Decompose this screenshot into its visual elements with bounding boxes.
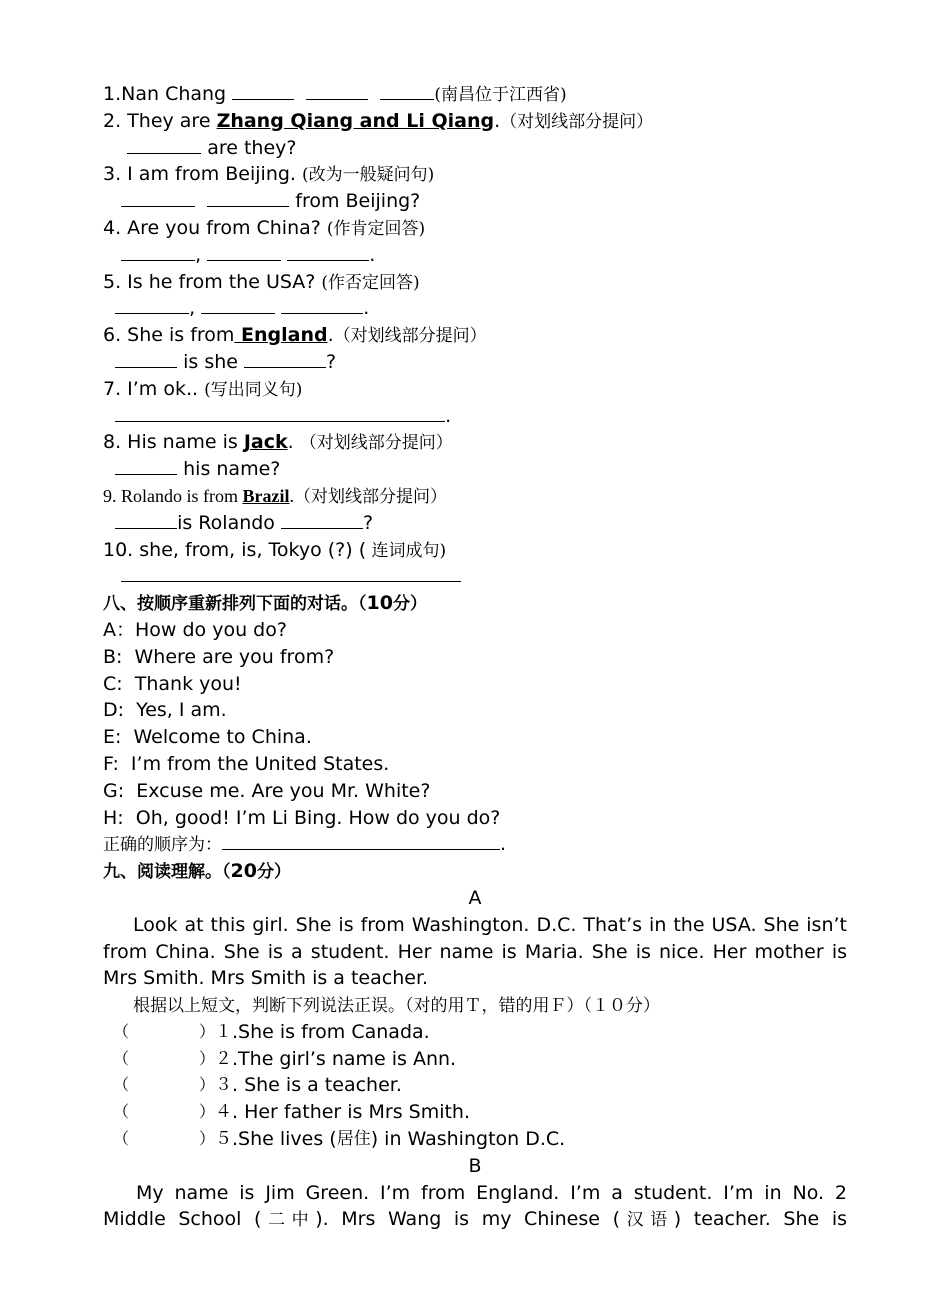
exercise-text: . (287, 431, 300, 454)
exercise-10 (103, 537, 847, 564)
exercise-text: 6. She is from (103, 324, 235, 347)
exercise-note: （对划线部分提问） (299, 433, 453, 454)
paren-close: ） (198, 1021, 215, 1041)
passage-text: ). Mrs Wang is my Chinese ( (315, 1208, 620, 1231)
exercise-text: 9. Rolando is from (103, 485, 243, 506)
answer-blank[interactable] (207, 190, 289, 207)
passage-gloss: 二中 (261, 1210, 316, 1231)
answer-blank[interactable] (121, 190, 195, 207)
item-text: .She is from Canada. (232, 1020, 430, 1043)
exercise-text: 3. I am from Beijing. (103, 163, 302, 186)
exercise-4-answer: , . (103, 242, 847, 269)
paren-close: ） (198, 1075, 215, 1095)
underlined-phrase: England (234, 324, 328, 347)
answer-text: is she (177, 350, 245, 373)
underlined-phrase: Brazil (242, 485, 290, 506)
exercise-2 (103, 108, 847, 135)
exercise-8 (103, 429, 847, 456)
item-number: ４ (215, 1102, 232, 1123)
exercise-text: 5. Is he from the USA? (103, 270, 322, 293)
exercise-text: 10. she, from, is, Tokyo (?) ( (103, 538, 367, 561)
paren-close: ） (198, 1102, 215, 1122)
exercise-7-answer: . (103, 403, 847, 430)
answer-blank[interactable] (281, 512, 363, 529)
item-number: １ (215, 1021, 232, 1042)
answer-blank[interactable] (115, 512, 177, 529)
passage-gloss: 汉语 (620, 1210, 674, 1231)
tf-item (103, 1019, 847, 1046)
answer-parens[interactable] (103, 1072, 215, 1099)
paren-open: （ (113, 1048, 130, 1068)
paren-open: （ (113, 1102, 130, 1122)
answer-blank[interactable] (121, 565, 461, 582)
answer-blank[interactable] (115, 297, 189, 314)
answer-blank[interactable] (121, 244, 195, 261)
item-text: ) in Washington D.C. (370, 1128, 566, 1151)
exercise-5 (103, 269, 847, 296)
passage-text: ) teacher. She is (673, 1208, 847, 1231)
exercise-note: (作肯定回答) (326, 218, 426, 239)
exercise-text: . (494, 109, 501, 132)
exercise-note: (写出同义句) (204, 379, 303, 400)
order-label: 正确的顺序为： (103, 835, 222, 856)
answer-parens[interactable] (103, 1046, 215, 1073)
answer-text: ? (362, 511, 374, 534)
tf-item (103, 1126, 847, 1153)
exercise-note: （对划线部分提问） (500, 111, 654, 132)
dialogue-line: D: Yes, I am. (103, 699, 227, 722)
section-score: 10 (366, 592, 393, 615)
dialogue-line: B: Where are you from? (103, 645, 335, 668)
item-number: ３ (215, 1075, 232, 1096)
exercise-10-answer (103, 563, 847, 590)
item-number: ２ (215, 1048, 232, 1069)
exercise-8-answer (103, 456, 847, 483)
answer-text: ? (326, 350, 337, 373)
exercise-text: 1.Nan Chang (103, 83, 233, 105)
exercise-2-answer (103, 135, 847, 162)
passage-a-label: A (468, 886, 482, 909)
item-number: ５ (215, 1129, 232, 1150)
paren-close: ） (198, 1129, 215, 1149)
exercise-3-answer (103, 188, 847, 215)
exercise-4 (103, 215, 847, 242)
passage-b-line-2 (103, 1206, 847, 1233)
answer-blank[interactable] (201, 297, 275, 314)
instruction-text: 根据以上短文，判断下列说法正误。（对的用Ｔ，错的用Ｆ）（１０分） (133, 996, 660, 1017)
answer-blank[interactable] (244, 351, 326, 368)
dialogue-line: F: I’m from the United States. (103, 752, 390, 775)
passage-text: Middle School ( (103, 1208, 262, 1231)
section-9-title (103, 858, 847, 885)
tf-instruction (103, 992, 847, 1019)
exercise-text: 4. Are you from China? (103, 216, 327, 239)
dialogue-line: C: Thank you! (103, 672, 242, 695)
exercise-1 (103, 81, 847, 108)
answer-blank[interactable] (281, 297, 363, 314)
section-8-title (103, 590, 847, 617)
exercise-9 (103, 483, 847, 510)
paren-close: ） (198, 1048, 215, 1068)
answer-blank[interactable] (232, 83, 294, 100)
answer-blank[interactable] (127, 137, 201, 154)
order-answer (103, 831, 847, 858)
item-text: . Her father is Mrs Smith. (232, 1101, 471, 1124)
exercise-9-answer (103, 510, 847, 537)
answer-blank[interactable] (380, 83, 434, 100)
exercise-note: (改为一般疑问句) (302, 165, 435, 186)
exercise-text: 8. His name is (103, 431, 244, 454)
answer-parens[interactable] (103, 1099, 215, 1126)
answer-blank[interactable] (115, 458, 177, 475)
exercise-6 (103, 322, 847, 349)
answer-blank[interactable] (115, 351, 177, 368)
section-title-text: 分） (392, 594, 427, 615)
section-title-text: 八、按顺序重新排列下面的对话。（ (103, 594, 367, 615)
paren-open: （ (113, 1021, 130, 1041)
exercise-note: （对划线部分提问） (333, 326, 487, 347)
answer-text: is Rolando (177, 511, 281, 534)
item-text: .The girl’s name is Ann. (232, 1047, 457, 1070)
item-text: .She lives ( (232, 1128, 337, 1151)
answer-blank[interactable] (287, 244, 369, 261)
section-title-text: 分） (256, 862, 291, 883)
exercise-text: . (289, 485, 294, 506)
dialogue-line: A：How do you do? (103, 618, 287, 641)
underlined-phrase: Jack (243, 431, 288, 454)
exercise-6-answer (103, 349, 847, 376)
exercise-3 (103, 161, 847, 188)
exercise-text: 2. They are (103, 109, 217, 132)
answer-blank[interactable] (306, 83, 368, 100)
passage-b-line-1: My name is Jim Green. I’m from England. I’m a student. I’m in No. 2 (136, 1181, 847, 1204)
order-end: . (500, 833, 507, 856)
dialogue-line: G: Excuse me. Are you Mr. White? (103, 779, 431, 802)
section-title-text: 九、阅读理解。（ (103, 862, 231, 883)
passage-b-label: B (468, 1154, 482, 1177)
exercise-text: . (327, 324, 334, 347)
answer-text: are they? (201, 136, 297, 159)
paren-open: （ (113, 1075, 130, 1095)
tf-item (103, 1099, 847, 1126)
exercise-note: (作否定回答) (321, 272, 420, 293)
answer-parens[interactable] (103, 1126, 215, 1153)
answer-blank[interactable] (222, 833, 500, 850)
answer-blank[interactable] (115, 405, 445, 422)
exercise-note: 连词成句) (366, 540, 447, 561)
exercise-5-answer: , . (103, 295, 847, 322)
dialogue-line: E: Welcome to China. (103, 726, 312, 749)
underlined-phrase: Zhang Qiang and Li Qiang (216, 109, 495, 132)
item-gloss: 居住 (336, 1129, 371, 1150)
section-score: 20 (230, 860, 257, 883)
exercise-note: （对划线部分提问） (294, 486, 447, 507)
paren-open: （ (113, 1129, 130, 1149)
exercise-7 (103, 376, 847, 403)
item-text: . She is a teacher. (232, 1074, 402, 1097)
dialogue-line: H: Oh, good! I’m Li Bing. How do you do? (103, 806, 501, 829)
exercise-text: 7. I’m ok.. (103, 377, 205, 400)
passage-a: Look at this girl. She is from Washington. D.C. That’s in the USA. She isn’t from China. She is a student. Her name is Maria. She is nice. Her mother is Mrs Smith. Mrs Smith is a teacher. (103, 913, 847, 990)
answer-text: from Beijing? (289, 190, 421, 213)
answer-text: his name? (177, 458, 281, 481)
tf-item (103, 1072, 847, 1099)
answer-parens[interactable] (103, 1019, 215, 1046)
tf-item (103, 1046, 847, 1073)
exercise-note: (南昌位于江西省) (434, 85, 567, 105)
worksheet-page (103, 81, 847, 1233)
answer-blank[interactable] (207, 244, 281, 261)
